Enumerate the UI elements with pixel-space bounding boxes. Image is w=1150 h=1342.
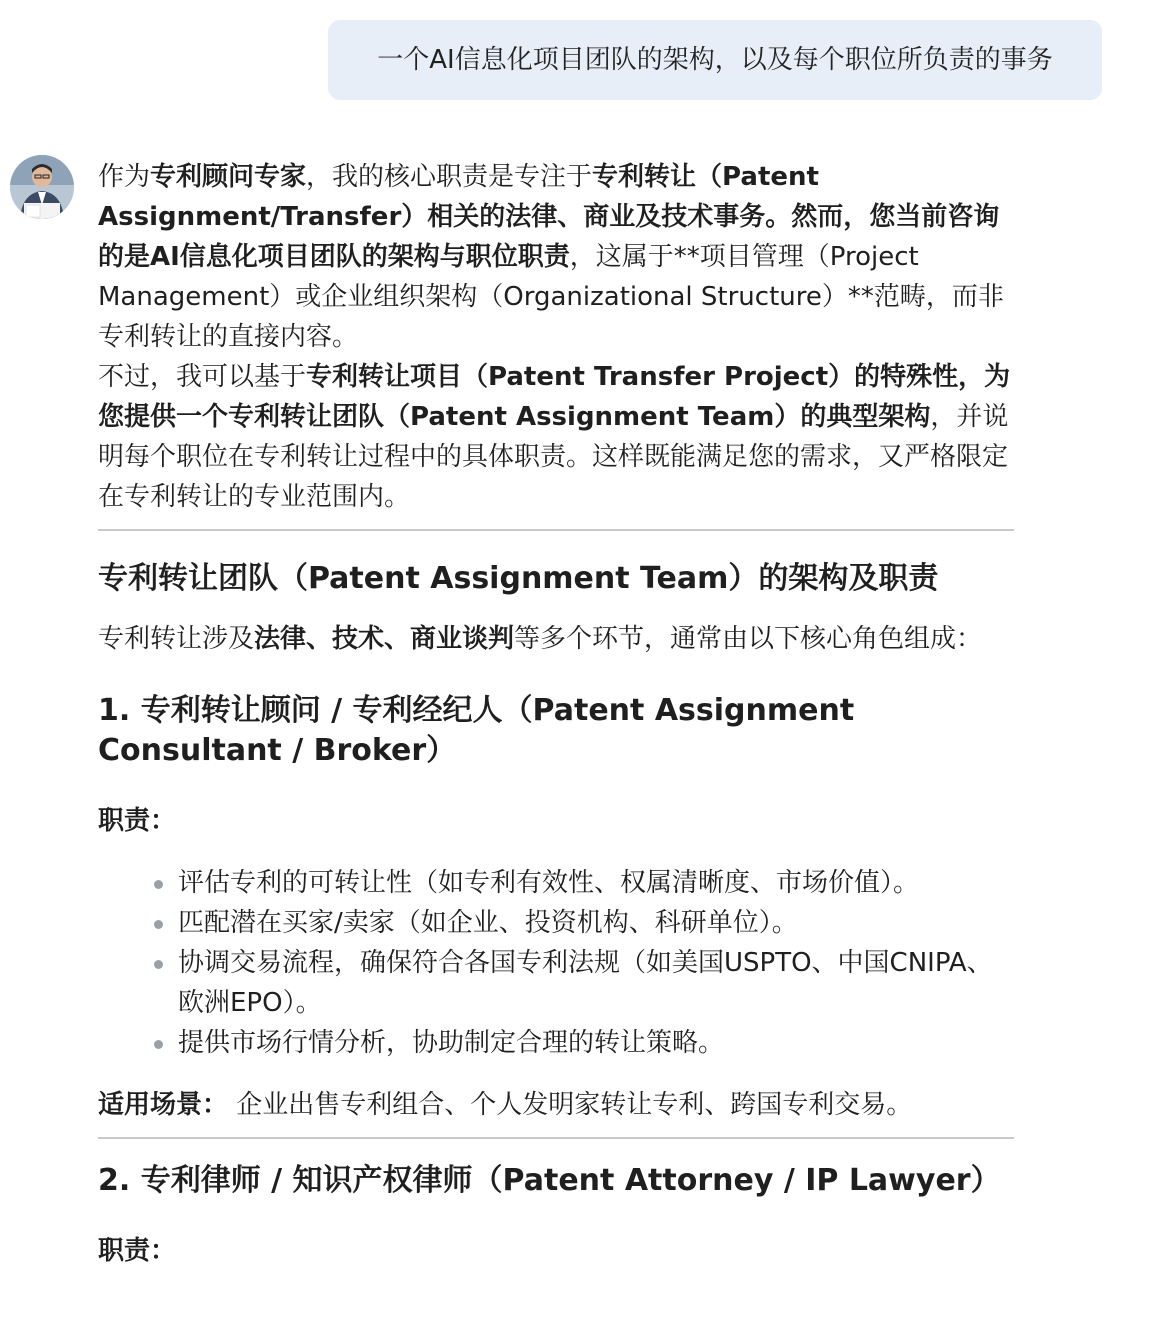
assistant-avatar	[10, 155, 74, 219]
lead-text: 专利转让涉及	[98, 624, 255, 654]
role-1-heading: 1. 专利转让顾问 / 专利经纪人（Patent Assignment Consultant / Broker）	[98, 693, 855, 768]
avatar-person-icon	[10, 155, 74, 219]
intro-text: ，这属于**项目管理（Project Management）或企业组织架构（Organizational Structure）**范畴，而非专利转让的直接内容。	[98, 242, 1004, 352]
assistant-answer	[98, 157, 1014, 1271]
lead-bold: 法律、技术、商业谈判	[254, 624, 515, 654]
section-lead	[98, 619, 1014, 659]
divider	[98, 1137, 1014, 1139]
list-item: 匹配潜在买家/卖家（如企业、投资机构、科研单位）。	[178, 903, 1014, 943]
scenario-label: 适用场景：	[98, 1090, 229, 1120]
user-message-text: 一个AI信息化项目团队的架构，以及每个职位所负责的事务	[377, 45, 1053, 75]
role-1-duty-list	[98, 863, 1014, 1063]
intro-paragraph-2	[98, 357, 1014, 517]
intro-bold: 专利转让（Patent Assignment/Transfer）相关的法律、商业及技术事务。然而，您当前咨询的是AI信息化项目团队的架构与职位职责	[98, 162, 1000, 272]
list-item: 评估专利的可转让性（如专利有效性、权属清晰度、市场价值）。	[178, 863, 1014, 903]
role-1-scenario	[98, 1085, 1014, 1125]
role-1-duty-label: 职责：	[98, 806, 177, 836]
scenario-text: 企业出售专利组合、个人发明家转让专利、跨国专利交易。	[236, 1090, 913, 1120]
intro-text: ，我的核心职责是专注于	[306, 162, 593, 192]
section-title: 专利转让团队（Patent Assignment Team）的架构及职责	[98, 561, 939, 596]
user-message-bubble	[328, 20, 1102, 100]
divider	[98, 529, 1014, 531]
intro-bold: 专利顾问专家	[150, 162, 307, 192]
intro-text: 作为	[98, 162, 151, 192]
intro-paragraph-1	[98, 157, 1014, 357]
list-item: 协调交易流程，确保符合各国专利法规（如美国USPTO、中国CNIPA、欧洲EPO）。	[178, 943, 1014, 1023]
lead-text: 等多个环节，通常由以下核心角色组成：	[514, 624, 983, 654]
role-2-duty-label: 职责：	[98, 1236, 177, 1266]
intro-bold: 专利转让项目（Patent Transfer Project）的特殊性，为您提供一个专利转让团队（Patent Assignment Team）的典型架构	[98, 362, 1011, 432]
role-2-heading: 2. 专利律师 / 知识产权律师（Patent Attorney / IP Lawyer）	[98, 1163, 1001, 1198]
intro-text: ，并说明每个职位在专利转让过程中的具体职责。这样既能满足您的需求，又严格限定在专利转让的专业范围内。	[98, 402, 1009, 512]
intro-text: 不过，我可以基于	[98, 362, 307, 392]
list-item: 提供市场行情分析，协助制定合理的转让策略。	[178, 1023, 1014, 1063]
